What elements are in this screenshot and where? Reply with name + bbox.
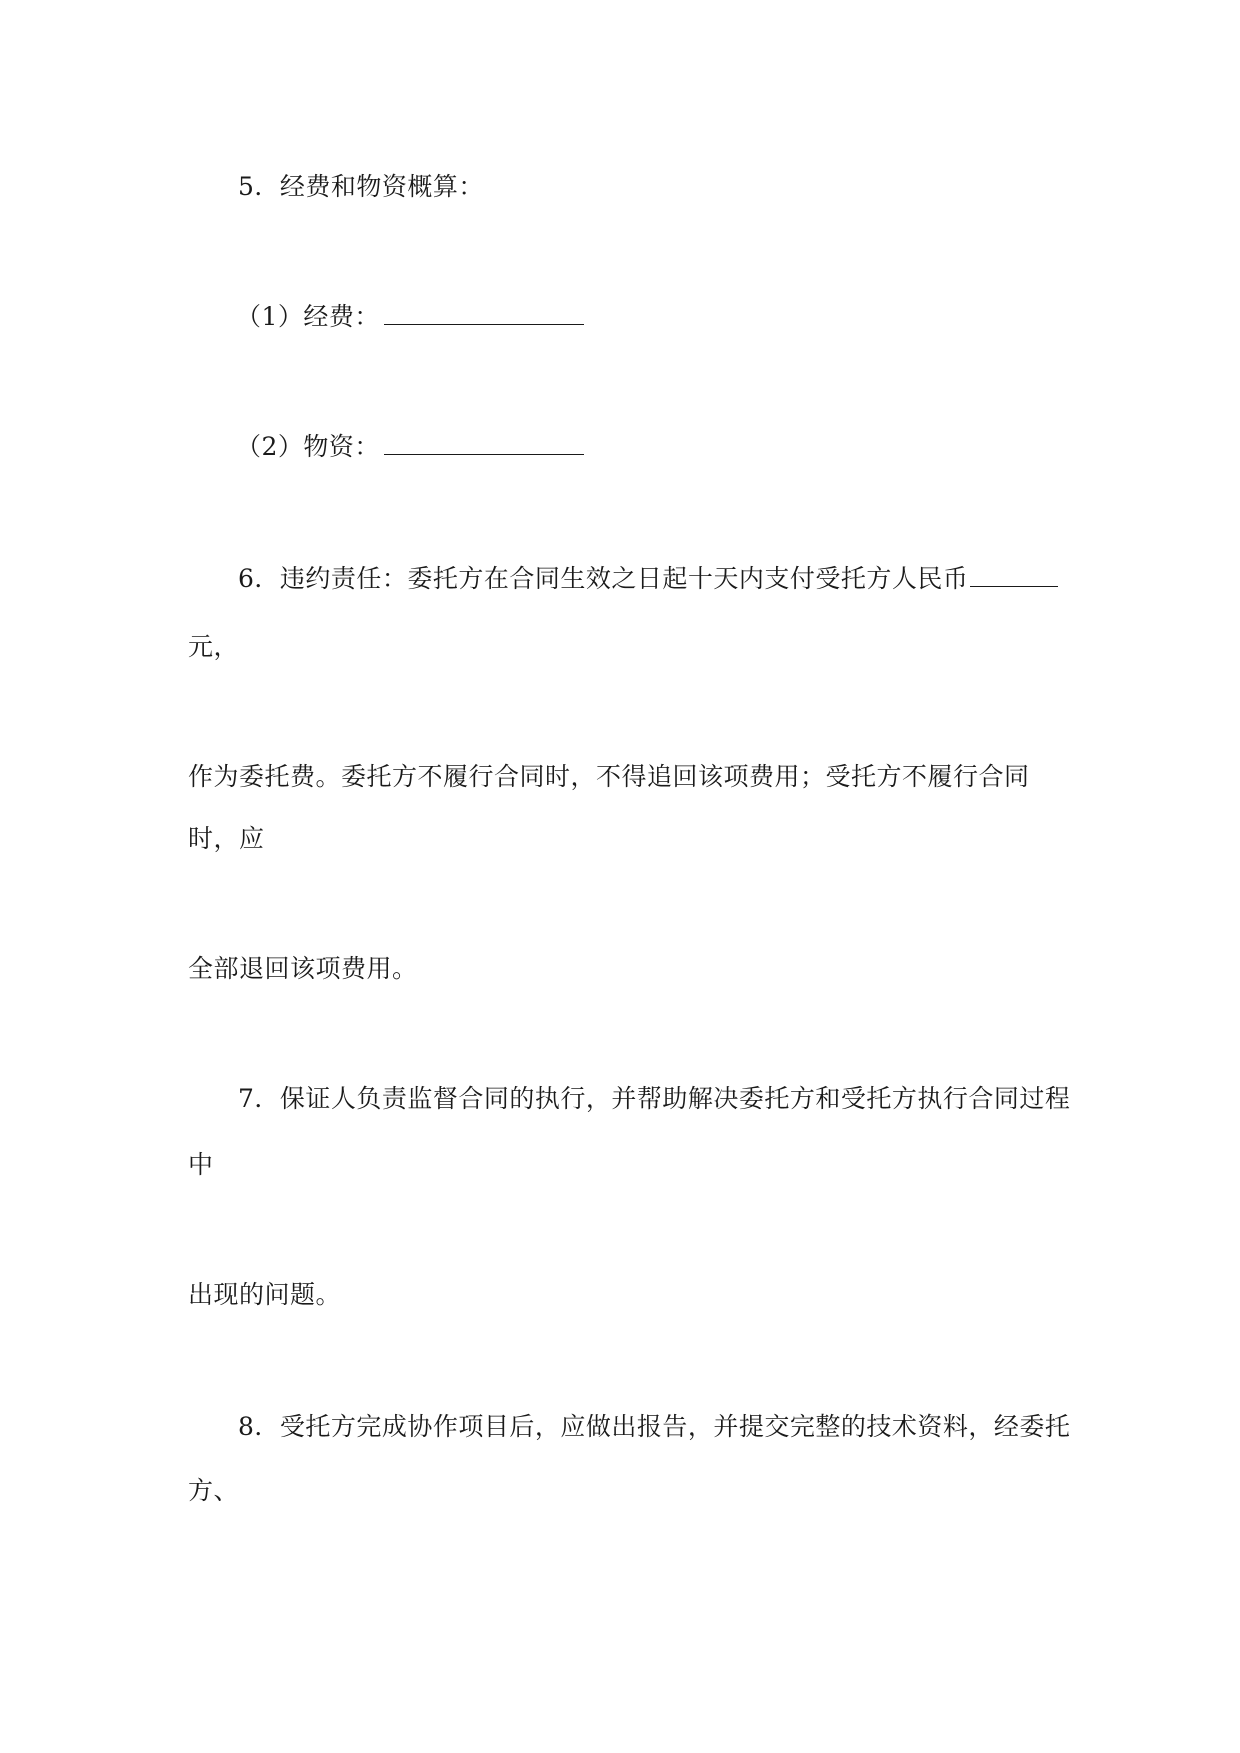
clause-5-text: 5．经费和物资概算：	[238, 172, 484, 201]
clause-6-line-4	[188, 822, 265, 856]
clause-7-wrap-1: 中	[188, 1150, 214, 1179]
materials-line	[236, 430, 584, 464]
clause-8-line-1	[238, 1410, 1070, 1444]
clause-6-wrap-3: 时，应	[188, 824, 265, 853]
fee-amount-blank[interactable]	[970, 562, 1058, 587]
clause-6-wrap-1: 元，	[188, 632, 240, 661]
clause-6-line-2	[188, 630, 239, 664]
clause-6-text: 6．违约责任：委托方在合同生效之日起十天内支付受托方人民币	[238, 564, 969, 593]
clause-7-line-3	[188, 1278, 341, 1312]
clause-6-line-5	[188, 952, 418, 986]
funding-label: （1）经费：	[236, 302, 380, 331]
clause-5-heading	[238, 170, 484, 204]
clause-7-text: 7．保证人负责监督合同的执行，并帮助解决委托方和受托方执行合同过程	[238, 1084, 1071, 1113]
clause-6-line-1	[238, 562, 1058, 596]
clause-8-line-2	[188, 1474, 239, 1508]
clause-7-line-2	[188, 1148, 214, 1182]
funding-line	[236, 300, 584, 334]
clause-8-text: 8．受托方完成协作项目后，应做出报告，并提交完整的技术资料，经委托	[238, 1412, 1071, 1441]
clause-6-line-3	[188, 760, 1030, 794]
funding-blank[interactable]	[384, 300, 584, 325]
clause-8-wrap-1: 方、	[188, 1476, 240, 1505]
clause-7-wrap-2: 出现的问题。	[188, 1280, 342, 1309]
clause-6-wrap-4: 全部退回该项费用。	[188, 954, 418, 983]
materials-label: （2）物资：	[236, 432, 380, 461]
clause-6-wrap-2: 作为委托费。委托方不履行合同时，不得追回该项费用；受托方不履行合同	[188, 762, 1030, 791]
materials-blank[interactable]	[384, 430, 584, 455]
clause-7-line-1	[238, 1082, 1070, 1116]
